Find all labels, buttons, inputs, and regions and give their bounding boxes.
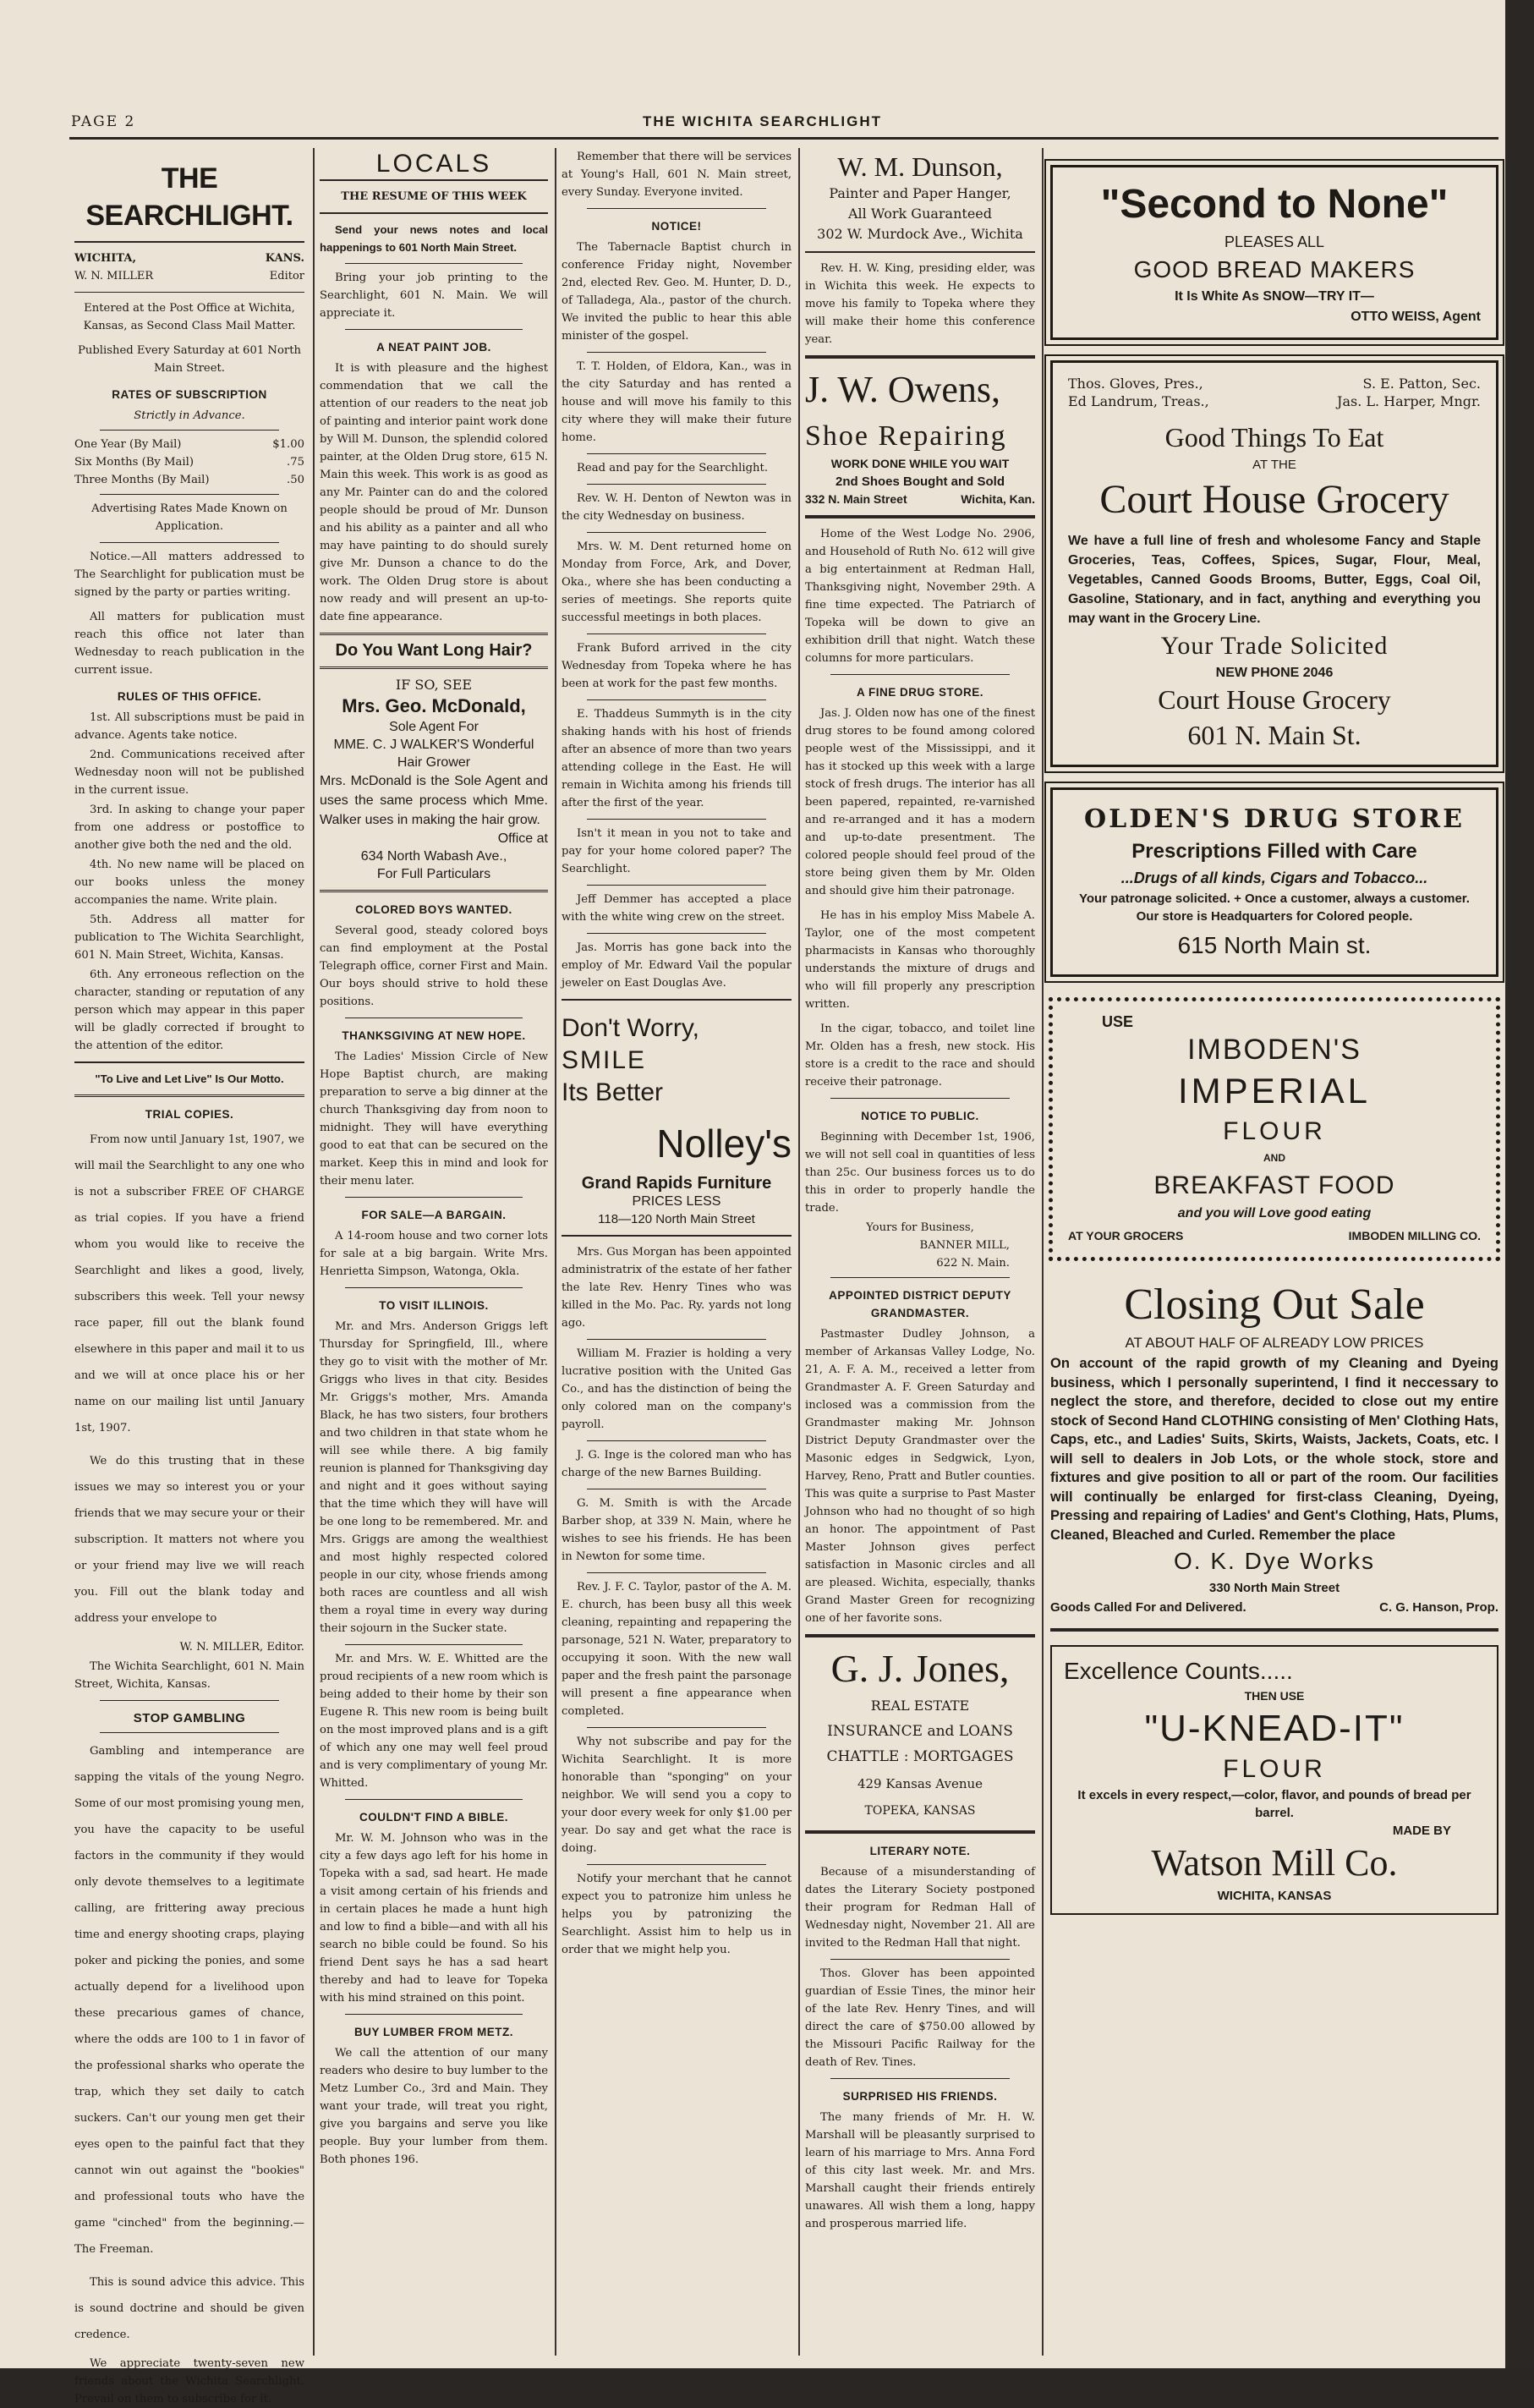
motto: "To Live and Let Live" Is Our Motto. xyxy=(95,1072,284,1085)
paint-text: It is with pleasure and the highest commendation that we call the attention of our readers to the neat job of painting and interior paint work done by Will M. Dunson, the splendid colored painter, at the Olden Drug store, 615 N. Main this week. This work is as good as any Mr. Painter can do and the colored people should be proud of Mr. Dunson and his ability as a painter and all who may have painting to do should surely give Mr. Dunson a chance to do the work. The Olden Drug store is about now ready and will present an up-to-date fine appearance. xyxy=(320,362,548,623)
notify-item: Notify your merchant that he cannot expect you to patronize him unless he helps you by patronizing the Searchlight. Assist him to help us in order that we might help you. xyxy=(562,1873,792,1956)
nolley-address: 118—120 North Main Street xyxy=(598,1212,755,1226)
sale-title: FOR SALE—A BARGAIN. xyxy=(361,1209,507,1221)
watson-mill-ad xyxy=(1050,1645,1498,1915)
imboden-use: USE xyxy=(1102,1013,1134,1030)
dye-address: 330 North Main Street xyxy=(1208,1581,1340,1595)
watson-body: It excels in every respect,—color, flavor, and pounds of bread per barrel. xyxy=(1077,1788,1471,1820)
imboden-footer: AT YOUR GROCERS IMBODEN MILLING CO. xyxy=(1068,1229,1481,1242)
olden-patronage: Your patronage solicited. + Once a customer, always a customer. Our store is Headquarters for Colored people. xyxy=(1079,891,1470,924)
buford-item: Frank Buford arrived in the city Wednesday from Topeka where he has been at work for the past few months. xyxy=(562,642,792,690)
imboden-breakfast: BREAKFAST FOOD xyxy=(1153,1171,1395,1199)
public-sign-2: BANNER MILL, xyxy=(919,1239,1010,1252)
imboden-name: IMBODEN'S xyxy=(1187,1034,1361,1066)
rate-row: One Year (By Mail) $1.00 xyxy=(74,438,304,451)
trial-text-2: We do this trusting that in these issues we may so interest you or your friends that we may secure your or their subscription. It matters not where you or your friend may live we will reach you. Fill out the blank today and address your envelope to xyxy=(74,1455,304,1625)
dye-name: O. K. Dye Works xyxy=(1174,1548,1375,1574)
mean-item: Isn't it mean in you not to take and pay for your home colored paper? The Searchlight. xyxy=(562,827,792,875)
nolley-furniture: Grand Rapids Furniture xyxy=(581,1174,772,1193)
jones-line-3: CHATTLE : MORTGAGES xyxy=(826,1748,1014,1765)
trial-text-1: From now until January 1st, 1907, we will mail the Searchlight to any one who is not a subscriber FREE OF CHARGE as trial copies. If you have a friend whom you would like to receive the Searchlight and likes a good, lively, subscribers this week. Tell your newsy race paper, fill out the blank found elsewhere in this paper and mail it to us and we will at once place his or her name on our mailing list until January 1st, 1907. xyxy=(74,1133,304,1434)
jones-name: G. J. Jones, xyxy=(830,1647,1010,1690)
hair-body-2: MME. C. J WALKER'S Wonderful Hair Grower xyxy=(333,738,534,770)
olden-drugs: ...Drugs of all kinds, Cigars and Tobacco... xyxy=(1120,869,1428,886)
grocery-officers-row-2: Ed Landrum, Treas., Jas. L. Harper, Mngr. xyxy=(1068,393,1481,409)
olden-name: OLDEN'S DRUG STORE xyxy=(1084,804,1465,834)
rule-item: 3rd. In asking to change your paper from one address or postoffice to another give both the ned and the old. xyxy=(74,804,304,852)
owens-second: 2nd Shoes Bought and Sold xyxy=(835,474,1005,489)
rule-item: 5th. Address all matter for publication to The Wichita Searchlight, 601 N. Main Street, Wichita, Kansas. xyxy=(74,913,304,962)
public-sign-1: Yours for Business, xyxy=(866,1221,974,1234)
imboden-flour: FLOUR xyxy=(1223,1117,1326,1145)
weiss-line-1: PLEASES ALL xyxy=(1224,233,1325,250)
masthead-title: THE SEARCHLIGHT. xyxy=(85,162,293,232)
grocery-address: 601 N. Main St. xyxy=(1187,720,1361,750)
trial-title: TRIAL COPIES. xyxy=(145,1108,234,1121)
notice-title: NOTICE! xyxy=(651,220,702,233)
advertising-notice: Advertising Rates Made Known on Application. xyxy=(91,502,288,533)
grocery-at: AT THE xyxy=(1252,458,1296,472)
rates-table xyxy=(74,436,304,489)
grocery-officers-row-1: Thos. Gloves, Pres., S. E. Patton, Sec. xyxy=(1068,376,1481,392)
morris-item: Jas. Morris has gone back into the employ of Mr. Edward Vail the popular jeweler on East Douglas Ave. xyxy=(562,941,792,990)
services-text: Remember that there will be services at Young's Hall, 601 N. Main street, every Sunday. Everyone invited. xyxy=(562,151,792,199)
illinois-text: Mr. and Mrs. Anderson Griggs left Thursday for Springfield, Ill., where they go to visit with the mother of Mr. Griggs who lives in that city. Besides Mr. Griggs's mother, Mrs. Amanda Black, he has two sisters, four brothers and two children in that state whom he will see while there. A big family reunion is planned for Thanksgiving day and night and it goes without saying that the time which they will have will be one long to be remembered. Mr. and Mrs. Griggs are among the wealthiest and most highly respected colored people in our city, whose friends among both races are countless and all wish them a royal time in every way during their sojourn in the Sucker state. xyxy=(320,1320,548,1635)
dunson-name: W. M. Dunson, xyxy=(837,151,1003,182)
grocery-body: We have a full line of fresh and wholesome Fancy and Staple Groceries, Teas, Coffees, Spices, Sugar, Flour, Meal, Vegetables, Canned Goods Brooms, Butter, Eggs, Coal Oil, Gasoline, Stationary, and in fact, anything and everything you may want in the Grocery Line. xyxy=(1068,534,1481,626)
column-4 xyxy=(805,148,1035,2356)
masthead-editor: W. N. MILLER Editor xyxy=(74,270,304,282)
watson-flour: FLOUR xyxy=(1223,1755,1326,1783)
nolley-name: Nolley's xyxy=(656,1122,792,1166)
subscribe-item: Why not subscribe and pay for the Wichita Searchlight. It is more honorable than "sponging" on your neighbor. We will send you a copy to your door every week for only $1.00 per year. Do say and get what the race is doing. xyxy=(562,1736,792,1855)
drug-text-2: He has in his employ Miss Mabele A. Taylor, one of the most competent pharmacists in Kansas who thoroughly understands the mixture of drugs and who will fill properly any prescription written. xyxy=(805,909,1035,1011)
jones-line-2: INSURANCE and LOANS xyxy=(827,1723,1013,1740)
jones-line-1: REAL ESTATE xyxy=(870,1698,970,1714)
imboden-and: AND xyxy=(1263,1152,1285,1164)
rates-subtitle: Strictly in Advance. xyxy=(134,409,245,422)
owens-while: WORK DONE WHILE YOU WAIT xyxy=(830,457,1010,470)
watson-brand: "U-KNEAD-IT" xyxy=(1144,1708,1405,1749)
sale-text: A 14-room house and two corner lots for sale at a big bargain. Write Mrs. Henrietta Simpson, Watonga, Okla. xyxy=(320,1230,548,1278)
ad-column xyxy=(1044,148,1505,2356)
dye-headline: Closing Out Sale xyxy=(1124,1281,1425,1329)
taylor-item: Rev. J. F. C. Taylor, pastor of the A. M. E. church, has been busy all this week cleaning, repainting and repapering the parsonage, 521 N. Water, preparatory to occupying it soon. With the new wall paper and the fresh paint the parsonage will present a fine appearance when completed. xyxy=(562,1581,792,1718)
imboden-love: and you will Love good eating xyxy=(1177,1206,1372,1220)
notice-text: Notice.—All matters addressed to The Searchlight for publication must be signed by the party or parties writing. xyxy=(74,551,304,599)
boys-title: COLORED BOYS WANTED. xyxy=(355,903,512,916)
smith-item: G. M. Smith is with the Arcade Barber shop, at 339 N. Main, where he wishes to see his friends. He has been in Newton for some time. xyxy=(562,1497,792,1563)
trial-sign-1: W. N. MILLER, Editor. xyxy=(179,1641,304,1654)
dunson-guarantee: All Work Guaranteed xyxy=(847,206,993,222)
gambling-title: STOP GAMBLING xyxy=(133,1711,246,1725)
column-rule xyxy=(313,148,315,2356)
read-pay-item: Read and pay for the Searchlight. xyxy=(577,462,769,474)
bible-text: Mr. W. M. Johnson who was in the city a few days ago left for his home in Topeka with a sad, sad heart. He made a visit among certain of his friends and in certain places he made a hunt high and low to find a bible—and with all his search no bible could be found. So his friend Dent says he has a sad heart thereby and had to leave for Topeka with his mind strained on this point. xyxy=(320,1832,548,2005)
grocery-name-2: Court House Grocery xyxy=(1158,684,1391,715)
olden-address: 615 North Main st. xyxy=(1177,932,1372,958)
nolley-line-1: Don't Worry, xyxy=(562,1014,699,1042)
jones-address: 429 Kansas Avenue xyxy=(857,1776,983,1791)
king-item: Rev. H. W. King, presiding elder, was in Wichita this week. He expects to move his family to Topeka where they will make their home this conference year. xyxy=(805,262,1035,346)
morgan-item: Mrs. Gus Morgan has been appointed administratrix of the estate of her father the late Rev. Henry Tines who was killed in the Mo. Pac. Ry. yards not long ago. xyxy=(562,1246,792,1330)
nolley-line-3: Its Better xyxy=(562,1078,664,1106)
olden-drug-ad xyxy=(1050,787,1498,977)
nolley-line-2: SMILE xyxy=(562,1046,647,1074)
dunson-address: 302 W. Murdock Ave., Wichita xyxy=(817,226,1023,242)
bible-title: COULDN'T FIND A BIBLE. xyxy=(359,1811,508,1824)
grocery-good: Good Things To Eat xyxy=(1164,422,1384,453)
olden-rx: Prescriptions Filled with Care xyxy=(1131,840,1417,863)
lodge-item: Home of the West Lodge No. 2906, and Household of Ruth No. 612 will give a big entertainment at Redman Hall, Thanksgiving night, November 29th. A fine time expected. The Patriarch of Topeka will be down to give an exhibition drill that night. Watch these columns for more particulars. xyxy=(805,528,1035,665)
watson-name: Watson Mill Co. xyxy=(1151,1842,1398,1884)
weiss-headline: "Second to None" xyxy=(1100,182,1449,227)
drug-title: A FINE DRUG STORE. xyxy=(856,686,983,699)
rates-title: RATES OF SUBSCRIPTION xyxy=(112,388,267,401)
jones-city: TOPEKA, KANSAS xyxy=(864,1804,976,1818)
weiss-line-2: GOOD BREAD MAKERS xyxy=(1133,256,1416,282)
thanks-text: The Ladies' Mission Circle of New Hope Baptist church, are making preparation to serve a big dinner at the church Thanksgiving day from noon to midnight. They will have everything good to eat that can be secured on the market. Keep this in mind and look for their menu later. xyxy=(320,1050,548,1188)
summyth-item: E. Thaddeus Summyth is in the city shaking hands with his host of friends after an absence of more than two years attending college in the East. He will remain in Wichita among his friends till after the first of the year. xyxy=(562,708,792,809)
public-sign-3: 622 N. Main. xyxy=(936,1257,1010,1270)
weiss-line-3: It Is White As SNOW—TRY IT— xyxy=(1175,289,1374,304)
rules-title: RULES OF THIS OFFICE. xyxy=(117,690,262,703)
locals-title: LOCALS xyxy=(375,150,492,178)
dunson-trade: Painter and Paper Hanger, xyxy=(829,185,1011,201)
public-title: NOTICE TO PUBLIC. xyxy=(861,1110,979,1122)
denton-item: Rev. W. H. Denton of Newton was in the city Wednesday on business. xyxy=(562,492,792,523)
hair-full: For Full Particulars xyxy=(376,867,491,881)
lumber-text: We call the attention of our many readers who desire to buy lumber to the Metz Lumber Co., 3rd and Main. They want your trade, will treat you right, give you bargains and serve you like people. Buy your lumber from them. Both phones 196. xyxy=(320,2047,548,2166)
dye-body: On account of the rapid growth of my Cleaning and Dyeing business, which I personally superintend, I find it neccessary to neglect the store, and therefore, decided to close out my entire stock of Second Hand CLOTHING consisting of Men' Clothing Hats, Caps, etc., and Ladies' Suits, Skirts, Waists, Jackets, Coats, etc. I will sell to dealers in Job Lots, or the whole stock, store and fixtures and give position to all or part of the room. Our facilities will continually be enlarged for first-class Cleaning, Dyeing, Pressing and repairing of Ladies' and Gent's Clothing, Hats, Plums, Cleaned, Bleached and Curled. Remember the place xyxy=(1050,1356,1498,1543)
surprised-text: The many friends of Mr. H. W. Marshall will be pleasantly surprised to learn of his marriage to Mrs. Anna Ford of this city last week. Mr. and Mrs. Marshall caught their friends entirely unawares. All wish them a long, happy and prosperous married life. xyxy=(805,2111,1035,2230)
hair-name: Mrs. Geo. McDonald, xyxy=(342,695,526,716)
watson-then: THEN USE xyxy=(1244,1689,1305,1703)
watson-city: WICHITA, KANSAS xyxy=(1217,1889,1332,1903)
boys-text: Several good, steady colored boys can find employment at the Postal Telegraph office, corner First and Main. Our boys should strive to hold these positions. xyxy=(320,924,548,1008)
hair-if: IF SO, SEE xyxy=(395,677,473,693)
deputy-title: APPOINTED DISTRICT DEPUTY GRANDMASTER. xyxy=(829,1289,1011,1319)
rule-item: 2nd. Communications received after Wednesday noon will not be published in the current issue. xyxy=(74,749,304,797)
imboden-ad xyxy=(1049,997,1500,1261)
holden-item: T. T. Holden, of Eldora, Kan., was in the city Saturday and has rented a house and will move his family to this city where they will make their future home. xyxy=(562,360,792,444)
column-rule xyxy=(555,148,556,2356)
literary-text: Because of a misunderstanding of dates the Literary Society postponed their program for Redman Hall of Wednesday night, November 21. All are invited to the Redman Hall that night. xyxy=(805,1866,1035,1950)
owens-trade: Shoe Repairing xyxy=(805,420,1007,452)
published-notice: Published Every Saturday at 601 North Main Street. xyxy=(77,344,301,375)
entered-notice: Entered at the Post Office at Wichita, Kansas, as Second Class Mail Matter. xyxy=(83,302,296,332)
surprised-title: SURPRISED HIS FRIENDS. xyxy=(842,2090,998,2103)
court-house-grocery-ad xyxy=(1050,360,1498,767)
lumber-title: BUY LUMBER FROM METZ. xyxy=(354,2026,513,2038)
gambling-text-3: We appreciate twenty-seven new friends about the Wichita Searchlight. Prevail on them to subscribe for it. xyxy=(74,2357,304,2405)
hair-title: Do You Want Long Hair? xyxy=(335,641,533,660)
imboden-imperial: IMPERIAL xyxy=(1177,1071,1372,1111)
grocery-phone: NEW PHONE 2046 xyxy=(1215,666,1334,680)
dye-footer: Goods Called For and Delivered. C. G. Hanson, Prop. xyxy=(1050,1600,1498,1615)
watson-made: MADE BY xyxy=(1392,1824,1451,1838)
gambling-text-2: This is sound advice this advice. This is sound doctrine and should be given credence. xyxy=(74,2276,304,2341)
grocery-trade: Your Trade Solicited xyxy=(1160,632,1389,660)
weiss-agent: OTTO WEISS, Agent xyxy=(1350,310,1481,324)
hair-body-3: Mrs. McDonald is the Sole Agent and uses the same process which Mme. Walker uses in making the hair grow. xyxy=(320,774,548,827)
grocery-name: Court House Grocery xyxy=(1099,477,1449,522)
gambling-text-1: Gambling and intemperance are sapping the vitals of the young Negro. Some of our most promising young men, you have the capacity to be useful factors in the community if they would only devote themselves to a legitimate calling, are frittering away precious time and energy shooting craps, playing poker and picking the ponies, and some actually depend for a livelihood upon these precarious games of chance, where the odds are 100 to 1 in favor of the professional sharks who operate the trap, which they set daily to catch suckers. Can't our young men get their eyes open to the painful fact that they cannot win out against the "bookies" and professional touts who have the game "cinched" from the beginning.—The Freeman. xyxy=(74,1745,304,2256)
nolley-prices: PRICES LESS xyxy=(632,1194,721,1209)
locals-subtitle: THE RESUME OF THIS WEEK xyxy=(341,190,527,203)
illinois-title: TO VISIT ILLINOIS. xyxy=(379,1299,489,1312)
header-rule xyxy=(69,137,1498,140)
column-3 xyxy=(562,148,792,2356)
deputy-text: Pastmaster Dudley Johnson, a member of Arkansas Valley Lodge, No. 21, A. F. A. M., received a letter from Grandmaster A. F. Green Saturday and inclosed was a commission from the Grandmaster making Mr. Johnson District Deputy Grandmaster over the Masonic edges in Sedgwick, Lyon, Harvey, Reno, Pratt and Butler counties. This was quite a surprise to Past Master Johnson who had no thought of so high an honor. The appointment of Past Master Johnson gives perfect satisfaction in Masonic circles and all are pleased. Wichita, especially, thanks Grand Master Green for recognizing one of her favorite sons. xyxy=(805,1328,1035,1625)
page-edge-shadow xyxy=(1505,0,1534,2368)
weiss-ad xyxy=(1050,165,1498,340)
rule-item: 1st. All subscriptions must be paid in advance. Agents take notice. xyxy=(74,711,304,742)
inge-item: J. G. Inge is the colored man who has charge of the new Barnes Building. xyxy=(562,1449,792,1479)
glover-item: Thos. Glover has been appointed guardian of Essie Tines, the minor heir of the late Rev. Henry Tines, and will direct the care of $750.00 allowed by the Missouri Pacific Railway for the death of Rev. Tines. xyxy=(805,1967,1035,2069)
send-news: Send your news notes and local happenings to 601 North Main Street. xyxy=(320,223,548,254)
literary-title: LITERARY NOTE. xyxy=(869,1845,971,1857)
rule-item: 4th. No new name will be placed on our books unless the money accompanies the name. Write plain. xyxy=(74,858,304,907)
drug-text-3: In the cigar, tobacco, and toilet line Mr. Olden has a fresh, new stock. His store is a credit to the race and should receive their patronage. xyxy=(805,1023,1035,1089)
hair-body-1: Sole Agent For xyxy=(389,720,479,734)
rate-row: Six Months (By Mail) .75 xyxy=(74,456,304,469)
owens-name: J. W. Owens, xyxy=(805,369,1001,410)
watson-excellence: Excellence Counts..... xyxy=(1064,1658,1293,1684)
public-text: Beginning with December 1st, 1906, we will not sell coal in quantities of less than 25c. Our business forces us to do this in order to properly handle the trade. xyxy=(805,1131,1035,1215)
drug-text-1: Jas. J. Olden now has one of the finest drug stores to be found among colored people west of the Mississippi, and it has it stocked up this week with a large stock of fresh drugs. The interior has all been papered, repainted, re-varnished and re-arranged and it has a modern and up-to-date presentment. The colored people should feel proud of the store being given them by Mr. Olden and should give him their patronage. xyxy=(805,707,1035,897)
column-2 xyxy=(320,148,548,2356)
hair-address: 634 North Wabash Ave., xyxy=(360,849,507,864)
paper-title: THE WICHITA SEARCHLIGHT xyxy=(643,113,883,129)
masthead-place: WICHITA, KANS. xyxy=(74,252,304,265)
demmer-item: Jeff Demmer has accepted a place with the white wing crew on the street. xyxy=(562,893,792,924)
job-printing: Bring your job printing to the Searchlight, 601 N. Main. We will appreciate it. xyxy=(320,272,548,320)
trial-sign-2: The Wichita Searchlight, 601 N. Main Street, Wichita, Kansas. xyxy=(74,1660,304,1691)
column-1 xyxy=(74,148,304,2405)
thanks-title: THANKSGIVING AT NEW HOPE. xyxy=(342,1029,526,1042)
page-label: PAGE 2 xyxy=(71,113,136,130)
notice-body: The Tabernacle Baptist church in conference Friday night, November 2nd, elected Rev. Geo. M. Hunter, D. D., of Talladega, Ala., pastor of the church. We invited the public to hear this able minister of the gospel. xyxy=(562,241,792,343)
owens-address-row: 332 N. Main Street Wichita, Kan. xyxy=(805,492,1035,506)
dye-sub: AT ABOUT HALF OF ALREADY LOW PRICES xyxy=(1125,1335,1424,1351)
column-rule xyxy=(798,148,800,2356)
whitted-text: Mr. and Mrs. W. E. Whitted are the proud recipients of a new room which is being added to their home by their son Eugene R. This new room is being built on the most improved plans and is a gift of which any one may well feel proud and is very complimentary of young Mr. Whitted. xyxy=(320,1653,548,1790)
dent-item: Mrs. W. M. Dent returned home on Monday from Force, Ark, and Dover, Oka., where she has been conducting a series of meetings. She reports quite successful meetings in both places. xyxy=(562,540,792,624)
hair-office: Office at xyxy=(497,831,548,846)
paint-title: A NEAT PAINT JOB. xyxy=(376,341,491,354)
rate-row: Three Months (By Mail) .50 xyxy=(74,474,304,486)
frazier-item: William M. Frazier is holding a very lucrative position with the United Gas Co., and has the distinction of being the only colored man on the company's payroll. xyxy=(562,1347,792,1431)
rule-item: 6th. Any erroneous reflection on the character, standing or reputation of any person which may appear in this paper will be gladly corrected if brought to the attention of the editor. xyxy=(74,968,304,1052)
all-matters-text: All matters for publication must reach this office not later than Wednesday to reach publication in the current issue. xyxy=(74,611,304,677)
dye-works-ad xyxy=(1050,1278,1498,1616)
